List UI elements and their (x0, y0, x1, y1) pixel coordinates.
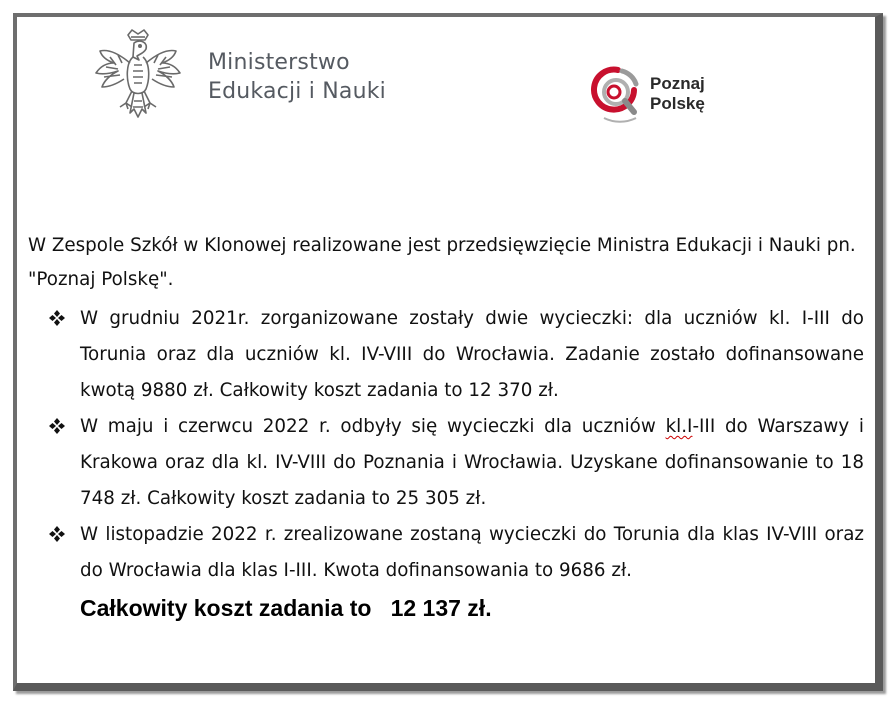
ministry-name-line1: Ministerstwo (208, 50, 350, 75)
ministry-name (208, 48, 386, 106)
poznaj-polske-logo (588, 62, 705, 126)
spellcheck-flagged-word: kl.I (665, 416, 693, 437)
program-name-line1: Poznaj (650, 74, 705, 93)
four-diamond-bullet-icon (48, 309, 66, 327)
list-item (28, 409, 864, 517)
four-diamond-bullet-icon (48, 417, 66, 435)
intro-paragraph: W Zespole Szkół w Klonowej realizowane jest przedsięwzięcie Ministra Edukacji i Nauki pn. "Poznaj Polskę". (28, 235, 856, 290)
program-name-line2: Polskę (650, 94, 705, 113)
bullet-text-part: W maju i czerwcu 2022 r. odbyły się wycieczki dla uczniów (80, 416, 666, 437)
bullet-text: W grudniu 2021r. zorganizowane zostały dwie wycieczki: dla uczniów kl. I-III do Torunia oraz dla uczniów kl. IV-VIII do Wrocławia. Zadanie zostało dofinansowane kwotą 9880 zł. Całkowity koszt zadania to 12 370 zł. (80, 308, 864, 401)
announcement-body (28, 229, 864, 623)
frame-corner (861, 21, 871, 33)
list-item (28, 517, 864, 623)
poznaj-polske-magnifier-icon (588, 62, 644, 126)
polish-eagle-emblem-icon (88, 27, 188, 127)
four-diamond-bullet-icon (48, 525, 66, 543)
bullet-list (28, 301, 864, 623)
frame-corner (21, 669, 33, 679)
bullet-text: W listopadzie 2022 r. zrealizowane zostaną wycieczki do Torunia dla klas IV-VIII oraz do Wrocławia dla klas I-III. Kwota dofinansowania to 9686 zł. (80, 524, 864, 581)
program-name (650, 74, 705, 114)
list-item (28, 301, 864, 409)
ministry-logo (88, 27, 386, 127)
total-cost-line: Całkowity koszt zadania to 12 137 zł. (80, 595, 492, 621)
bullet-text-part: -III do Warszawy i Krakowa oraz dla kl. IV-VIII do Poznania i Wrocławia. Uzyskane dofinansowanie to 18 748 zł. Całkowity koszt zadania to 25 305 zł. (80, 416, 865, 509)
ministry-name-line2: Edukacji i Nauki (208, 79, 386, 104)
